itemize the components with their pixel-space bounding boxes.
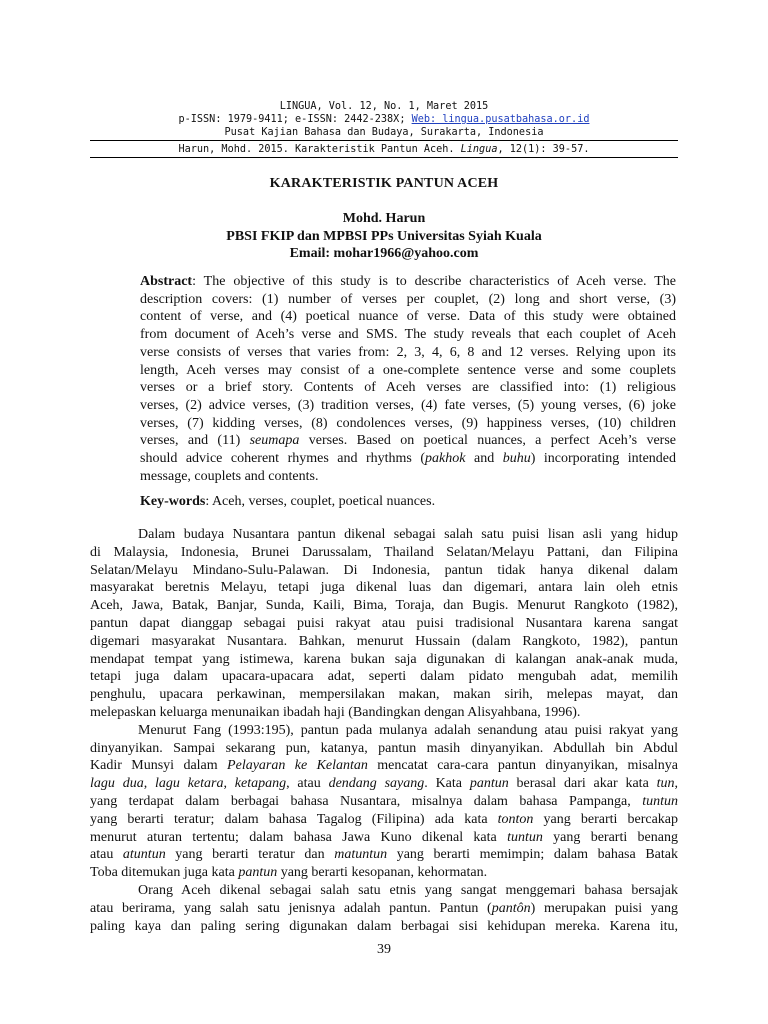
author-affiliation: PBSI FKIP dan MPBSI PPs Universitas Syiah Kuala <box>226 228 542 244</box>
body-line <box>90 900 678 918</box>
body-text-run: atau berirama, yang salah satu jenisnya adalah pantun. Pantun ( <box>90 900 492 916</box>
body-line <box>90 757 678 775</box>
abstract-italic-term: seumapa <box>249 433 300 449</box>
body-italic-term: tuntun <box>642 793 678 809</box>
header-rule-bottom <box>90 157 678 158</box>
abstract-italic-term: pakhok <box>425 451 466 467</box>
body-text-run: Kadir Munsyi dalam <box>90 758 228 774</box>
body-line <box>90 829 678 847</box>
abstract-line <box>140 432 676 450</box>
body-line: melepaskan keluarga menunaikan ibadah haji (Bandingkan dengan Alisyahbana, 1996). <box>90 704 581 720</box>
body-italic-term: ketapang <box>234 776 287 792</box>
body-text-run: ) merupakan puisi yang <box>530 900 679 916</box>
citation-pre: Harun, Mohd. 2015. Karakteristik Pantun Aceh. <box>178 144 455 155</box>
author-email: Email: mohar1966@yahoo.com <box>289 246 479 261</box>
body-line: mendapat tempat yang istimewa, karena bukan saja digunakan di kalangan anak-anak muda, <box>90 651 678 667</box>
body-italic-term: tuntun <box>507 829 543 845</box>
body-text-run: . Kata <box>424 776 470 792</box>
body-text-run: berasal dari akar kata <box>508 776 657 792</box>
body-line <box>90 864 678 882</box>
abstract-italic-term: buhu <box>502 451 531 467</box>
body-text <box>90 526 678 935</box>
paper-title: KARAKTERISTIK PANTUN ACEH <box>269 176 499 191</box>
issn-text: p-ISSN: 1979-9411; e-ISSN: 2442-238X; <box>178 114 406 125</box>
abstract-line: message, couplets and contents. <box>140 468 319 484</box>
abstract-line <box>140 450 676 468</box>
body-italic-term: dendang sayang <box>328 776 425 792</box>
abstract-line: verses, (2) advice verses, (3) tradition verses, (4) fate verses, (5) young verses, (6) joke <box>140 397 676 413</box>
citation-line <box>90 143 678 156</box>
citation-post: , 12(1): 39-57. <box>497 144 590 155</box>
body-text-run: yang berarti memimpin; dalam bahasa Batak <box>387 847 678 863</box>
body-line: paling kaya dan paling sering digunakan dalam berbagai sisi kehidupan mereka. Karena itu, <box>90 918 678 934</box>
body-text-run: , atau <box>286 776 329 792</box>
body-italic-term: pantun <box>238 865 278 881</box>
abstract <box>140 273 676 485</box>
abstract-line: content of verse, and (4) poetical nuance of verse. Data of this study were obtained <box>140 309 676 325</box>
body-italic-term: Pelayaran ke Kelantan <box>227 758 368 774</box>
body-text-run: yang berarti bercakap <box>533 811 679 827</box>
body-text-run: yang terdapat dalam berbagai bahasa Nusantara, misalnya dalam bahasa Pampanga, <box>90 793 643 809</box>
abstract-text: should advice coherent rhymes and rhythms ( <box>140 451 426 467</box>
body-text-run: yang berarti teratur; dalam bahasa Tagalog (Filipina) ada kata <box>90 811 498 827</box>
body-line: di Malaysia, Indonesia, Brunei Darussalam, Thailand Selatan/Melayu Pattani, dan Filipina <box>90 544 678 560</box>
body-italic-term: matuntun <box>334 847 388 863</box>
abstract-line: verses or a brief story. Contents of Aceh verses are classified into: (1) religious <box>140 380 676 396</box>
body-text-run: yang berarti teratur dan <box>165 847 335 863</box>
body-text-run: menurut aturan tertentu; dalam bahasa Jawa Kuno dikenal kata <box>90 829 508 845</box>
abstract-line: description covers: (1) number of verses per couplet, (2) long and short verse, (3) <box>140 291 676 307</box>
journal-header <box>90 100 678 139</box>
author-name: Mohd. Harun <box>342 211 426 226</box>
body-text-run: , <box>223 776 235 792</box>
body-line: dinyanyikan. Sampai sekarang pun, katanya, pantun masih dinyanyikan. Abdullah bin Abdul <box>90 740 678 756</box>
body-line: tetapi juga dalam upacara-upacara adat, seperti dalam pidato mengubah adat, memilih <box>90 669 678 685</box>
body-line: Aceh, Jawa, Batak, Banjar, Sunda, Kaili, Bima, Toraja, dan Bugis. Menurut Rangkoto (1982), <box>90 598 678 614</box>
abstract-line <box>140 273 676 291</box>
keywords-text: : Aceh, verses, couplet, poetical nuances. <box>205 494 436 509</box>
journal-web-link[interactable]: Web: lingua.pusatbahasa.or.id <box>411 114 590 125</box>
body-italic-term: pantun <box>469 776 509 792</box>
issn-line <box>90 113 678 126</box>
body-text-run: , <box>674 776 678 792</box>
body-line: Menurut Fang (1993:195), pantun pada mulanya adalah senandung atau puisi rakyat yang <box>138 722 678 738</box>
abstract-line: length, Aceh verses may consist of a one-complete sentence verse and some couplets <box>140 362 676 378</box>
body-line: Orang Aceh dikenal sebagai salah satu etnis yang sangat menggemari bahasa bersajak <box>138 882 678 898</box>
body-italic-term: tun <box>656 776 675 792</box>
body-line <box>90 811 678 829</box>
page-number: 39 <box>377 942 391 957</box>
abstract-text: and <box>465 451 503 467</box>
abstract-text: verses. Based on poetical nuances, a perfect Aceh’s verse <box>299 433 676 449</box>
body-text-run: , <box>143 776 156 792</box>
body-text-run: yang berarti kesopanan, kehormatan. <box>277 865 488 881</box>
body-line <box>90 793 678 811</box>
keywords <box>140 494 676 510</box>
abstract-text: verses, and (11) <box>140 433 250 449</box>
abstract-label: Abstract <box>140 274 193 289</box>
abstract-text: : The objective of this study is to describe characteristics of Aceh verse. The <box>192 274 676 289</box>
body-line: penghulu, upacara perkawinan, mempersilakan makan, makan sirih, melepas mayat, dan <box>90 687 678 703</box>
body-line: Dalam budaya Nusantara pantun dikenal sebagai salah satu puisi lisan asli yang hidup <box>138 527 678 542</box>
body-line: Selatan/Melayu Mindano-Sulu-Palawan. Di Indonesia, pantun tidak hanya dikenal dalam <box>90 562 678 578</box>
abstract-line: verse consists of verses that varies from: 2, 3, 4, 6, 8 and 12 verses. Relying upon its <box>140 344 676 360</box>
body-italic-term: tonton <box>497 811 534 827</box>
author-block <box>90 210 678 263</box>
body-text-run: yang berarti benang <box>542 829 678 845</box>
body-line: pantun dapat dianggap sebagai puisi rakyat atau puisi tradisional Nusantara karena sangat <box>90 615 678 631</box>
institution-line: Pusat Kajian Bahasa dan Budaya, Surakarta, Indonesia <box>224 127 544 138</box>
citation-journal: Lingua <box>460 144 498 155</box>
body-italic-term: atuntun <box>122 847 166 863</box>
body-italic-term: lagu dua <box>90 776 144 792</box>
body-italic-term: lagu ketara <box>155 776 224 792</box>
body-line <box>90 775 678 793</box>
body-text-run: mencatat cara-cara pantun dinyanyikan, misalnya <box>367 758 679 774</box>
body-text-run: atau <box>90 847 123 863</box>
body-italic-term: pantôn <box>491 900 531 916</box>
abstract-line: verses, (7) kidding verses, (8) condolences verses, (9) happiness verses, (10) children <box>140 415 676 431</box>
abstract-text: ) incorporating intended <box>530 451 676 467</box>
body-line <box>90 846 678 864</box>
journal-issue-line: LINGUA, Vol. 12, No. 1, Maret 2015 <box>279 101 489 112</box>
keywords-label: Key-words <box>140 494 206 509</box>
body-line: digemari masyarakat Nusantara. Bahkan, menurut Hussain (dalam Rangkoto, 1982), pantun <box>90 633 678 649</box>
body-line: masyarakat beretnis Melayu, tetapi juga dikenal luas dan digemari, antara lain oleh etnis <box>90 580 678 596</box>
header-rule-top <box>90 140 678 141</box>
body-text-run: Toba ditemukan juga kata <box>90 865 239 881</box>
abstract-line: from document of Aceh’s verse and SMS. The study reveals that each couplet of Aceh <box>140 327 676 343</box>
